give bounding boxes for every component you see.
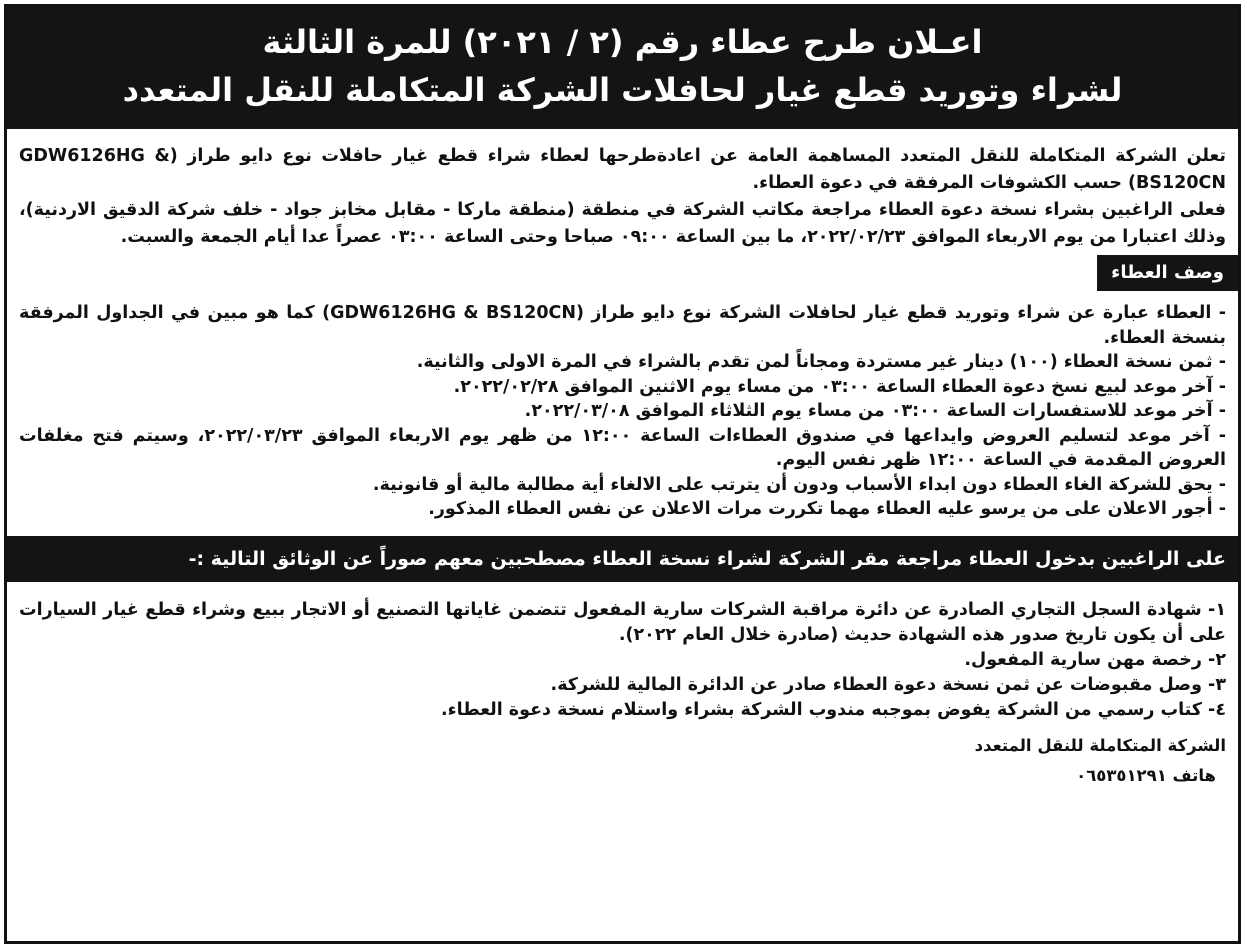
requirement-item: ١- شهادة السجل التجاري الصادرة عن دائرة مراقبة الشركات سارية المفعول تتضمن غاياتها التصنيع أو الاتجار ببيع وشراء قطع غيار السيارات على أن يكون تاريخ صدور هذه الشهادة حديث (صادرة خلال العام ٢٠٢٢). xyxy=(19,599,1226,645)
description-list xyxy=(7,295,1238,526)
description-item: - العطاء عبارة عن شراء وتوريد قطع غيار لحافلات الشركة نوع دايو طراز (GDW6126HG & BS120CN) كما هو مبين في الجداول المرفقة بنسخة العطاء. xyxy=(19,303,1226,348)
intro-paragraph-instructions: فعلى الراغبين بشراء نسخة دعوة العطاء مراجعة مكاتب الشركة في منطقة (منطقة ماركا - مقابل مخابز جواد - خلف شركة الدقيق الاردنية)، وذلك اعتبارا من يوم الاربعاء الموافق ٢٠٢٢/٠٢/٢٣، ما بين الساعة ٠٩:٠٠ صباحا وحتى الساعة ٠٣:٠٠ عصراً عدا أيام الجمعة والسبت. xyxy=(19,200,1226,247)
requirement-item: ٤- كتاب رسمي من الشركة يفوض بموجبه مندوب الشركة بشراء واستلام نسخة دعوة العطاء. xyxy=(441,699,1226,720)
intro-section xyxy=(7,129,1238,255)
description-item: - آخر موعد لتسليم العروض وايداعها في صندوق العطاءات الساعة ١٢:٠٠ من ظهر يوم الاربعاء الموافق ٢٠٢٢/٠٣/٢٣، وسيتم فتح مغلفات العروض المقدمة في الساعة ١٢:٠٠ ظهر نفس اليوم. xyxy=(19,425,1226,470)
description-item: - ثمن نسخة العطاء (١٠٠) دينار غير مستردة ومجاناً لمن تقدم بالشراء في المرة الاولى والثانية. xyxy=(416,352,1226,372)
requirement-item: ٣- وصل مقبوضات عن ثمن نسخة دعوة العطاء صادر عن الدائرة المالية للشركة. xyxy=(550,674,1226,695)
description-item: - أجور الاعلان على من يرسو عليه العطاء مهما تكررت مرات الاعلان عن نفس العطاء المذكور. xyxy=(428,499,1226,519)
ad-title: اعـلان طرح عطاء رقم (٢ / ٢٠٢١) للمرة الثالثة xyxy=(262,23,983,61)
intro-paragraph-announcement: تعلن الشركة المتكاملة للنقل المتعدد المساهمة العامة عن اعادةطرحها لعطاء شراء قطع غيار حافلات نوع دايو طراز (GDW6126HG & BS120CN) حسب الكشوفات المرفقة في دعوة العطاء. xyxy=(19,146,1226,193)
company-phone: هاتف ٠٦٥٣٥١٢٩١ xyxy=(1076,765,1216,785)
company-signature: الشركة المتكاملة للنقل المتعدد xyxy=(974,735,1226,755)
ad-footer xyxy=(7,727,1238,791)
requirements-heading: على الراغبين بدخول العطاء مراجعة مقر الشركة لشراء نسخة العطاء مصطحبين معهم صوراً عن الوثائق التالية :- xyxy=(7,536,1238,582)
description-heading: وصف العطاء xyxy=(1097,255,1238,291)
description-heading-row xyxy=(7,255,1238,295)
ad-header xyxy=(7,7,1238,129)
description-item: - آخر موعد للاستفسارات الساعة ٠٣:٠٠ من مساء يوم الثلاثاء الموافق ٢٠٢٢/٠٣/٠٨. xyxy=(524,401,1226,421)
requirements-list xyxy=(7,582,1238,727)
requirement-item: ٢- رخصة مهن سارية المفعول. xyxy=(964,649,1226,670)
ad-subtitle: لشراء وتوريد قطع غيار لحافلات الشركة المتكاملة للنقل المتعدد xyxy=(122,71,1123,109)
tender-advertisement xyxy=(4,4,1241,944)
description-item: - آخر موعد لبيع نسخ دعوة العطاء الساعة ٠٣:٠٠ من مساء يوم الاثنين الموافق ٢٠٢٢/٠٢/٢٨. xyxy=(453,376,1226,397)
description-item: - يحق للشركة الغاء العطاء دون ابداء الأسباب ودون أن يترتب على الالغاء أية مطالبة مالية أو قانونية. xyxy=(372,474,1226,495)
